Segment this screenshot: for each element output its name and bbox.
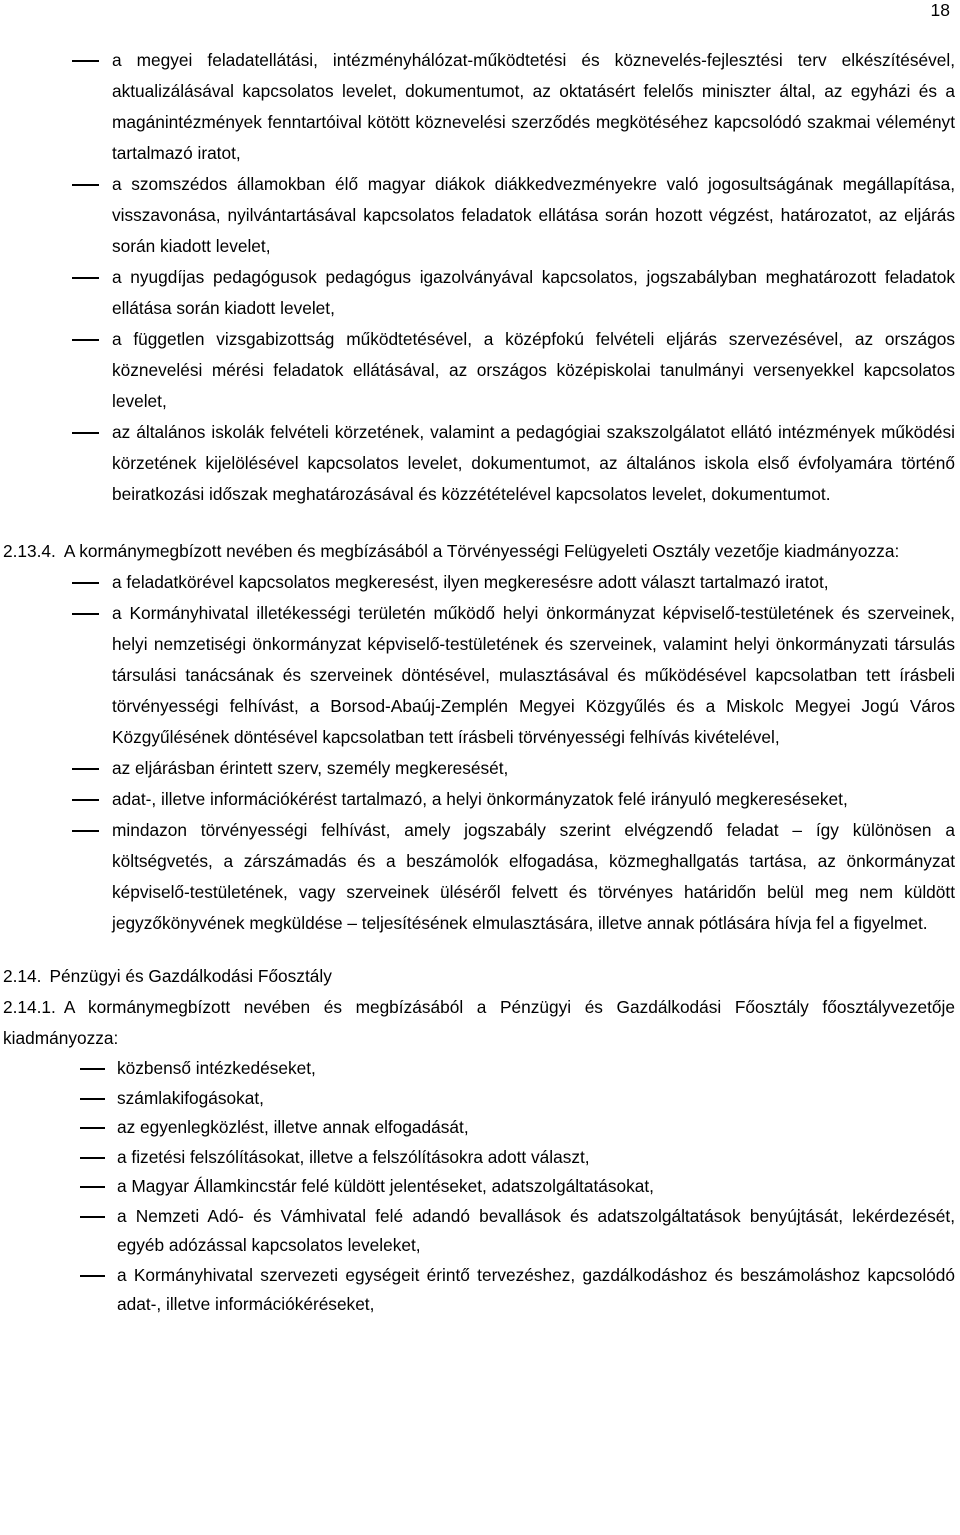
list-item: a feladatkörével kapcsolatos megkeresést, ilyen megkeresésre adott választ tartalmazó iratot, bbox=[112, 567, 955, 598]
list-item: az eljárásban érintett szerv, személy megkeresését, bbox=[112, 753, 955, 784]
section-2-13-4 bbox=[3, 536, 955, 567]
list-item: a nyugdíjas pedagógusok pedagógus igazolványával kapcsolatos, jogszabályban meghatározott feladatok ellátása során kiadott levelet, bbox=[112, 262, 955, 324]
section-number: 2.14. bbox=[3, 966, 42, 986]
list-item: a fizetési felszólításokat, illetve a felszólításokra adott választ, bbox=[117, 1143, 955, 1173]
list-item: a Magyar Államkincstár felé küldött jelentéseket, adatszolgáltatásokat, bbox=[117, 1172, 955, 1202]
list-item: a megyei feladatellátási, intézményhálózat-működtetési és köznevelés-fejlesztési terv elkészítésével, aktualizálásával kapcsolatos levelet, dokumentumot, az oktatásért felelős miniszter által, az egyházi és a magánintézmények fenntartóival kötött köznevelési szerződés megkötéséhez kapcsolódó szakmai véleményt tartalmazó iratot, bbox=[112, 45, 955, 169]
document-body bbox=[0, 45, 960, 1320]
list-item: mindazon törvényességi felhívást, amely jogszabály szerint elvégzendő feladat – így különösen a költségvetés, a zárszámadás és a beszámolók elfogadása, közmeghallgatás tartása, az önkormányzat képviselő-testületének, vagy szerveinek üléséről felvett és törvényes határidőn belül meg nem küldött jegyzőkönyvének megküldése – teljesítésének elmulasztására, illetve annak pótlására hívja fel a figyelmet. bbox=[112, 815, 955, 939]
signing-list-2 bbox=[0, 567, 960, 939]
section-text: A kormánymegbízott nevében és megbízásából a Pénzügyi és Gazdálkodási Főosztály főosztályvezetője kiadmányozza: bbox=[3, 997, 955, 1048]
list-item: a Kormányhivatal szervezeti egységeit érintő tervezéshez, gazdálkodáshoz és beszámoláshoz kapcsolódó adat-, illetve információkéréseket, bbox=[117, 1261, 955, 1320]
signing-list-1 bbox=[0, 45, 960, 510]
section-2-14-heading bbox=[3, 961, 955, 992]
section-2-14-1 bbox=[3, 992, 955, 1054]
list-item: a szomszédos államokban élő magyar diákok diákkedvezményekre való jogosultságának megállapítása, visszavonása, nyilvántartásával kapcsolatos feladatok ellátása során hozott végzést, határozatot, az eljárás során kiadott levelet, bbox=[112, 169, 955, 262]
signing-list-3 bbox=[0, 1054, 960, 1320]
list-item: az általános iskolák felvételi körzetének, valamint a pedagógiai szakszolgálatot ellátó intézmények működési körzetének kijelölésével kapcsolatos levelet, dokumentumot, az általános iskola első évfolyamára történő beiratkozási időszak meghatározásával és közzétételével kapcsolatos levelet, dokumentumot. bbox=[112, 417, 955, 510]
list-item: számlakifogásokat, bbox=[117, 1084, 955, 1114]
list-item: a független vizsgabizottság működtetésével, a középfokú felvételi eljárás szervezésével, az országos köznevelési mérési feladatok ellátásával, az országos középiskolai tanulmányi versenyekkel kapcsolatos levelet, bbox=[112, 324, 955, 417]
page-number: 18 bbox=[930, 0, 950, 20]
section-number: 2.14.1. bbox=[3, 997, 56, 1017]
section-text: A kormánymegbízott nevében és megbízásából a Törvényességi Felügyeleti Osztály vezetője kiadmányozza: bbox=[63, 541, 900, 561]
list-item: adat-, illetve információkérést tartalmazó, a helyi önkormányzatok felé irányuló megkereséseket, bbox=[112, 784, 955, 815]
list-item: az egyenlegközlést, illetve annak elfogadását, bbox=[117, 1113, 955, 1143]
section-number: 2.13.4. bbox=[3, 541, 56, 561]
section-title: Pénzügyi és Gazdálkodási Főosztály bbox=[49, 966, 332, 986]
list-item: a Kormányhivatal illetékességi területén működő helyi önkormányzat képviselő-testületének és szerveinek, helyi nemzetiségi önkormányzat képviselő-testületének és szerveinek, valamint helyi önkormányzati társulás társulási tanácsának és szerveinek döntésével, mulasztásával és működésével kapcsolatban tett írásbeli törvényességi felhívást, a Borsod-Abaúj-Zemplén Megyei Közgyűlés és a Miskolc Megyei Jogú Város Közgyűlésének döntésével kapcsolatban tett írásbeli törvényességi felhívás kivételével, bbox=[112, 598, 955, 753]
list-item: a Nemzeti Adó- és Vámhivatal felé adandó bevallások és adatszolgáltatások benyújtását, lekérdezését, egyéb adózással kapcsolatos leveleket, bbox=[117, 1202, 955, 1261]
list-item: közbenső intézkedéseket, bbox=[117, 1054, 955, 1084]
